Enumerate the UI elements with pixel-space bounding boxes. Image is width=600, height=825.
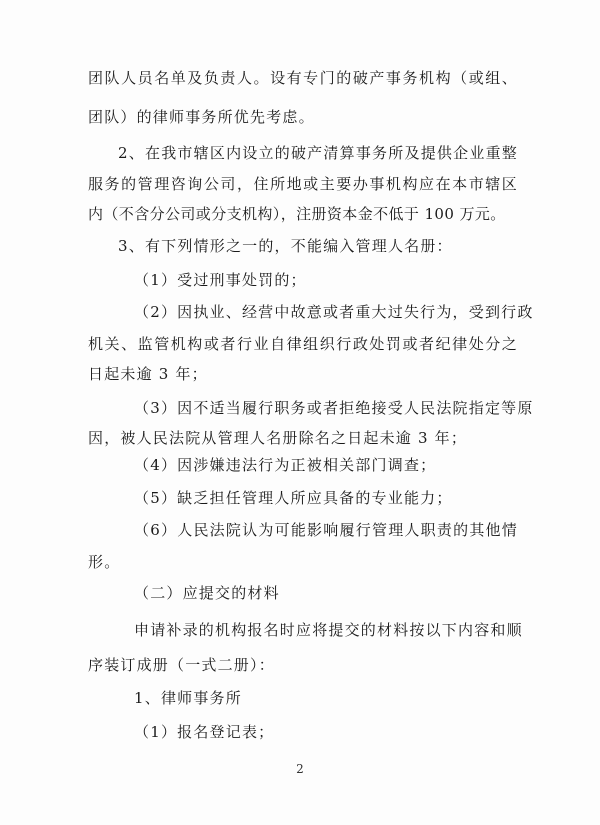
- text-line: 申请补录的机构报名时应将提交的材料按以下内容和顺: [134, 621, 523, 639]
- text-line: （1）报名登记表；: [134, 723, 275, 741]
- text-line: 3、有下列情形之一的，不能编入管理人名册：: [118, 237, 453, 255]
- text-line: （3）因不适当履行职务或者拒绝接受人民法院指定等原: [134, 399, 534, 417]
- text-line: 机关、监管机构或者行业自律组织行政处罚或者纪律处分之: [88, 335, 518, 353]
- page-number: 2: [296, 762, 304, 776]
- text-line: （4）因涉嫌违法行为正被相关部门调查；: [134, 456, 437, 474]
- text-line: （5）缺乏担任管理人所应具备的专业能力；: [134, 489, 453, 507]
- text-line: 服务的管理咨询公司，住所地或主要办事机构应在本市辖区: [88, 175, 518, 193]
- text-line: 团队人员名单及负责人。设有专门的破产事务机构（或组、: [88, 69, 518, 87]
- text-line: 1、律师事务所: [134, 689, 242, 707]
- text-line: （1）受过刑事处罚的；: [134, 271, 307, 289]
- text-line: 日起未逾 3 年；: [88, 365, 208, 383]
- text-line: 形。: [88, 553, 121, 571]
- text-line: 2、在我市辖区内设立的破产清算事务所及提供企业重整: [118, 144, 518, 162]
- text-line: （2）因执业、经营中故意或者重大过失行为，受到行政: [134, 303, 534, 321]
- text-line: 因，被人民法院从管理人名册除名之日起未逾 3 年；: [88, 429, 468, 447]
- text-line: 序装订成册（一式二册）：: [88, 656, 275, 674]
- section-heading: （二）应提交的材料: [134, 584, 280, 602]
- text-line: 团队）的律师事务所优先考虑。: [88, 108, 315, 126]
- text-line: （6）人民法院认为可能影响履行管理人职责的其他情: [134, 521, 518, 539]
- text-line: 内（不含分公司或分支机构），注册资本金不低于 100 万元。: [88, 205, 506, 223]
